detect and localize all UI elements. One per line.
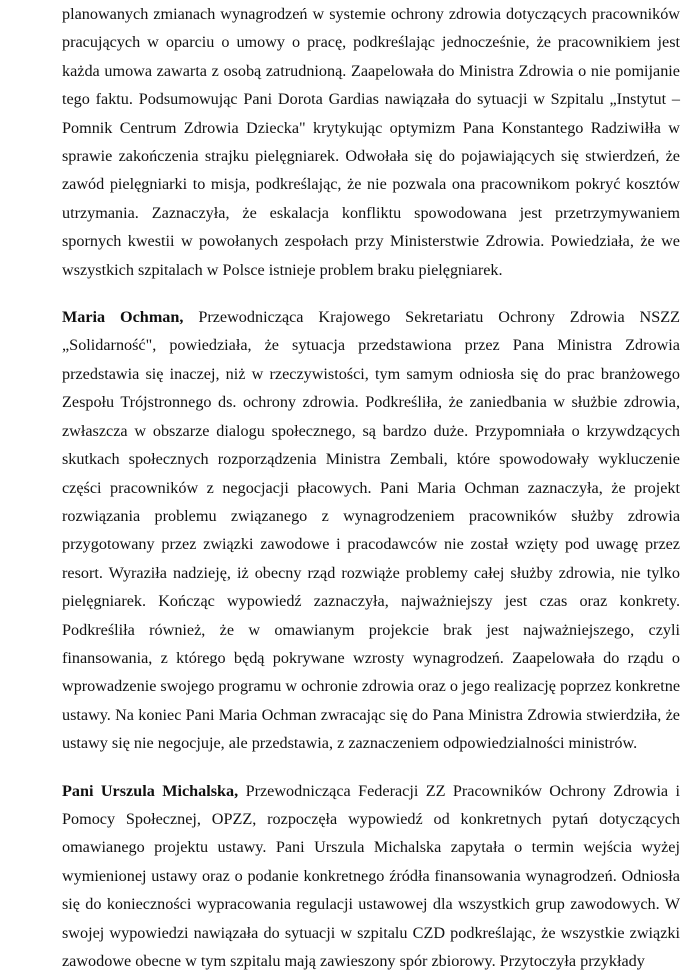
speaker-name: Pani Urszula Michalska, [62, 781, 239, 800]
paragraph-ochman [62, 303, 680, 758]
paragraph-text: Przewodnicząca Krajowego Sekretariatu Ochrony Zdrowia NSZZ „Solidarność", powiedziała, że sytuacja przedstawiona przez Pana Ministra Zdrowia przedstawia się inaczej, niż w rzeczywistości, tym samym odniosła się do prac branżowego Zespołu Trójstronnego ds. ochrony zdrowia. Podkreśliła, że zaniedbania w służbie zdrowia, zwłaszcza w obszarze dialogu społecznego, są bardzo duże. Przypomniała o krzywdzących skutkach społecznych rozporządzenia Ministra Zembali, które spowodowały wykluczenie części pracowników z negocjacji płacowych. Pani Maria Ochman zaznaczyła, że projekt rozwiązania problemu związanego z wynagrodzeniem pracowników służby zdrowia przygotowany przez związki zawodowe i pracodawców nie został wzięty pod uwagę przez resort. Wyraziła nadzieję, iż obecny rząd rozwiąże problemy całej służby zdrowia, nie tylko pielęgniarek. Kończąc wypowiedź zaznaczyła, najważniejszy jest czas oraz konkrety. Podkreśliła również, że w omawianym projekcie brak jest najważniejszego, czyli finansowania, z którego będą pokrywane wzrosty wynagrodzeń. Zaapelowała do rządu o wprowadzenie swojego programu w ochronie zdrowia oraz o jego realizację poprzez konkretne ustawy. Na koniec Pani Maria Ochman zwracając się do Pana Ministra Zdrowia stwierdziła, że ustawy się nie negocjuje, ale przedstawia, z zaznaczeniem odpowiedzialności ministrów. [62, 308, 681, 753]
speaker-name: Maria Ochman, [62, 308, 184, 327]
paragraph-michalska [62, 777, 680, 975]
paragraph-gardias-continuation [62, 0, 680, 284]
document-page [62, 0, 680, 975]
paragraph-text: Przewodnicząca Federacji ZZ Pracowników Ochrony Zdrowia i Pomocy Społecznej, OPZZ, rozpoczęła wypowiedź od konkretnych pytań dotyczących omawianego projektu ustawy. Pani Urszula Michalska zapytała o termin wejścia wyżej wymienionej ustawy oraz o podanie konkretnego źródła finansowania wynagrodzeń. Odniosła się do konieczności wypracowania regulacji ustawowej dla wszystkich grup zawodowych. W swojej wypowiedzi nawiązała do sytuacji w szpitalu CZD podkreślając, że wszystkie związki zawodowe obecne w tym szpitalu mają zawieszony spór zbiorowy. Przytoczyła przykłady [62, 781, 680, 970]
paragraph-text: planowanych zmianach wynagrodzeń w systemie ochrony zdrowia dotyczących pracowników pracujących w oparciu o umowy o pracę, podkreślając jednocześnie, że pracownikiem jest każda umowa zawarta z osobą zatrudnioną. Zaapelowała do Ministra Zdrowia o nie pomijanie tego faktu. Podsumowując Pani Dorota Gardias nawiązała do sytuacji w Szpitalu „Instytut – Pomnik Centrum Zdrowia Dziecka" krytykując optymizm Pana Konstantego Radziwiłła w sprawie zakończenia strajku pielęgniarek. Odwołała się do pojawiających się stwierdzeń, że zawód pielęgniarki to misja, podkreślając, że nie pozwala ona pracownikom pokryć kosztów utrzymania. Zaznaczyła, że eskalacja konfliktu spowodowana jest przetrzymywaniem spornych kwestii w powołanych zespołach przy Ministerstwie Zdrowia. Powiedziała, że we wszystkich szpitalach w Polsce istnieje problem braku pielęgniarek. [62, 5, 680, 279]
